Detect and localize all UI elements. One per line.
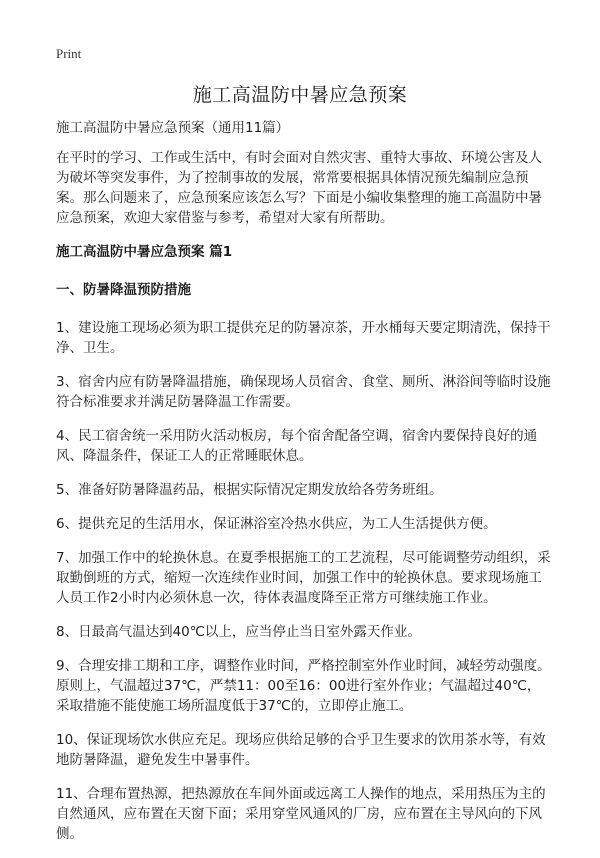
list-item: 10、保证现场饮水供应充足。现场应供给足够的合乎卫生要求的饮用茶水等，有效地防暑降温，避免发生中暑事件。	[56, 732, 546, 768]
list-item: 4、民工宿舍统一采用防火活动板房，每个宿舍配备空调，宿舍内要保持良好的通风、降温条件，保证工人的正常睡眠休息。	[56, 428, 538, 464]
page-title: 施工高温防中暑应急预案	[192, 84, 408, 106]
list-item: 6、提供充足的生活用水，保证淋浴室冷热水供应，为工人生活提供方便。	[56, 516, 497, 532]
list-item: 7、加强工作中的轮换休息。在夏季根据施工的工艺流程，尽可能调整劳动组织，采取勤倒班的方式，缩短一次连续作业时间，加强工作中的轮换休息。要求现场施工人员工作2小时内必须休息一次，待体表温度降至正常方可继续施工作业。	[56, 550, 551, 606]
list-item: 5、准备好防暑降温药品，根据实际情况定期发放给各劳务班组。	[56, 482, 443, 498]
list-item: 8、日最高气温达到40℃以上，应当停止当日室外露天作业。	[56, 624, 421, 640]
document-body	[56, 118, 552, 858]
section-heading: 一、防暑降温预防措施	[56, 282, 191, 298]
document-subtitle: 施工高温防中暑应急预案（通用11篇）	[56, 120, 290, 136]
intro-paragraph: 在平时的学习、工作或生活中，有时会面对自然灾害、重特大事故、环境公害及人为破坏等突发事件，为了控制事故的发展，常常要根据具体情况预先编制应急预案。那么问题来了，应急预案应该怎么写？下面是小编收集整理的施工高温防中暑应急预案，欢迎大家借鉴与参考，希望对大家有所帮助。	[56, 150, 542, 226]
list-item: 3、宿舍内应有防暑降温措施，确保现场人员宿舍、食堂、厕所、淋浴间等临时设施符合标准要求并满足防暑降温工作需要。	[56, 374, 551, 410]
list-item: 1、建设施工现场必须为职工提供充足的防暑凉茶，开水桶每天要定期清洗，保持干净、卫生。	[56, 320, 551, 356]
print-link[interactable]: Print	[56, 46, 82, 61]
list-item: 9、合理安排工期和工序，调整作业时间，严格控制室外作业时间，减轻劳动强度。原则上，气温超过37℃，严禁11：00至16：00进行室外作业；气温超过40℃，采取措施不能使施工场所温度低于37℃的，立即停止施工。	[56, 658, 551, 714]
list-item: 11、合理布置热源，把热源放在车间外面或远离工人操作的地点，采用热压为主的自然通风，应布置在天窗下面；采用穿堂风通风的厂房，应布置在主导风向的下风侧。	[56, 786, 546, 842]
piece-heading: 施工高温防中暑应急预案 篇1	[56, 244, 233, 260]
